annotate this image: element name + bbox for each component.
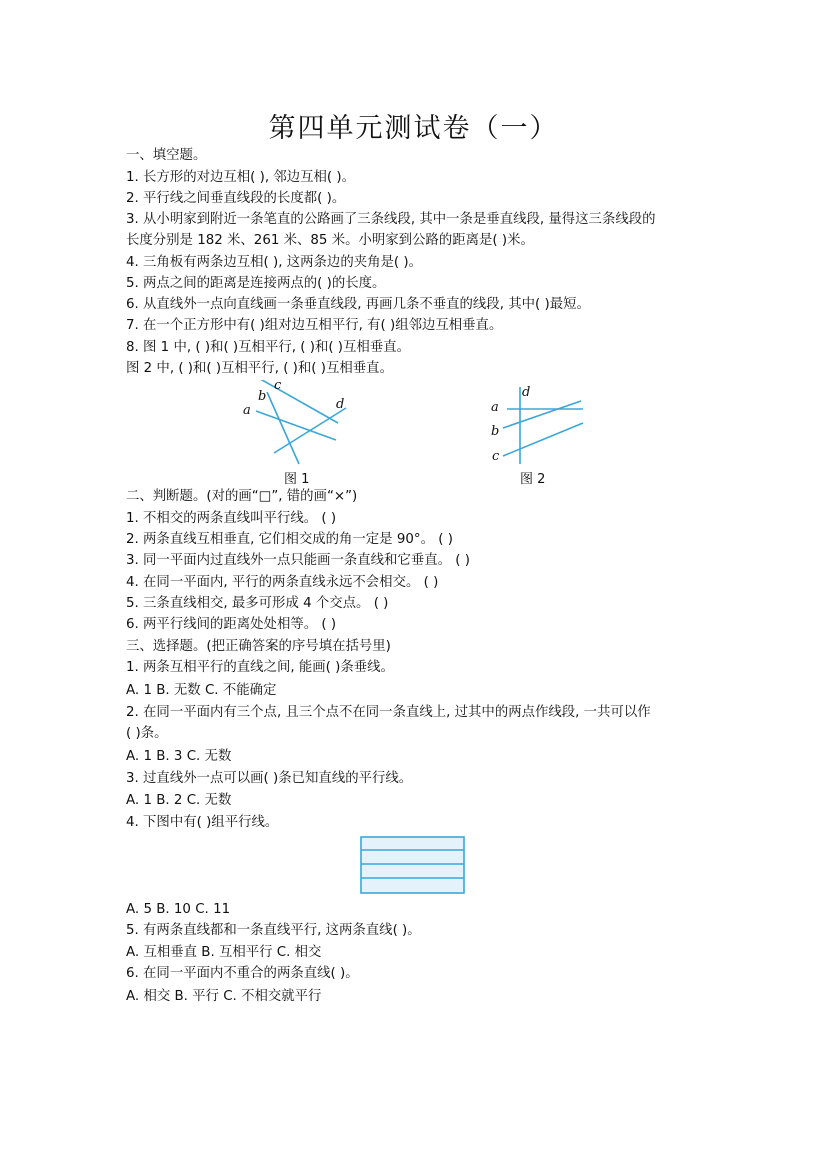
question-line: 8. 图 1 中, ( )和( )互相平行, ( )和( )互相垂直。 (126, 340, 410, 355)
question-line: 2. 平行线之间垂直线段的长度都( )。 (126, 191, 346, 206)
question-line: 4. 下图中有( )组平行线。 (126, 815, 279, 830)
line-c (255, 380, 338, 423)
question-line: 5. 三条直线相交, 最多可形成 4 个交点。 ( ) (126, 596, 389, 611)
label-b: b (258, 389, 267, 404)
question-line: 4. 三角板有两条边互相( ), 这两条边的夹角是( )。 (126, 255, 422, 270)
question-line: 长度分别是 182 米、261 米、85 米。小明家到公路的距离是( )米。 (126, 233, 534, 248)
label-c: c (274, 380, 282, 393)
option-line: A. 5 B. 10 C. 11 (126, 902, 231, 917)
question-line: 2. 两条直线互相垂直, 它们相交成的角一定是 90°。 ( ) (126, 532, 453, 547)
question-line: 5. 两点之间的距离是连接两点的( )的长度。 (126, 276, 386, 291)
label-a: a (491, 400, 499, 415)
question-line: 3. 从小明家到附近一条笔直的公路画了三条线段, 其中一条是垂直线段, 量得这三条线段的 (126, 212, 656, 227)
question-line: 1. 长方形的对边互相( ), 邻边互相( )。 (126, 170, 356, 185)
label-d: d (522, 385, 531, 400)
figure-1-diagram (236, 380, 356, 470)
option-line: A. 1 B. 2 C. 无数 (126, 793, 232, 808)
option-line: A. 1 B. 无数 C. 不能确定 (126, 683, 277, 698)
option-line: A. 相交 B. 平行 C. 不相交就平行 (126, 989, 322, 1004)
question-line: 2. 在同一平面内有三个点, 且三个点不在同一条直线上, 过其中的两点作线段, 一共可以作 (126, 705, 651, 720)
label-d: d (336, 397, 345, 412)
label-c: c (492, 449, 500, 464)
question-line: 6. 两平行线间的距离处处相等。 ( ) (126, 617, 337, 632)
question-line: 3. 过直线外一点可以画( )条已知直线的平行线。 (126, 771, 413, 786)
label-b: b (491, 424, 500, 439)
section-choice-heading: 三、选择题。(把正确答案的序号填在括号里) (126, 639, 391, 654)
question-line: 6. 从直线外一点向直线画一条垂直线段, 再画几条不垂直的线段, 其中( )最短。 (126, 297, 590, 312)
section-judge-heading: 二、判断题。(对的画“□”, 错的画“×”) (126, 489, 358, 504)
question-line: 图 2 中, ( )和( )互相平行, ( )和( )互相垂直。 (126, 361, 393, 376)
figure-2-diagram (486, 380, 596, 470)
question-line: 4. 在同一平面内, 平行的两条直线永远不会相交。 ( ) (126, 575, 439, 590)
option-line: A. 1 B. 3 C. 无数 (126, 749, 232, 764)
question-line: ( )条。 (126, 726, 168, 741)
outer-rectangle (361, 837, 464, 893)
question-line: 5. 有两条直线都和一条直线平行, 这两条直线( )。 (126, 923, 421, 938)
section-fill-heading: 一、填空题。 (126, 148, 207, 163)
parallel-lines-rectangle-figure (360, 836, 466, 895)
line-c (503, 423, 583, 456)
line-b (267, 392, 299, 464)
page-title: 第四单元测试卷（一） (268, 113, 559, 144)
label-a: a (243, 403, 251, 418)
question-line: 6. 在同一平面内不重合的两条直线( )。 (126, 966, 359, 981)
question-line: 1. 两条互相平行的直线之间, 能画( )条垂线。 (126, 660, 394, 675)
question-line: 7. 在一个正方形中有( )组对边互相平行, 有( )组邻边互相垂直。 (126, 318, 503, 333)
line-b (503, 401, 581, 428)
figure-1-caption: 图 1 (284, 472, 310, 487)
question-line: 3. 同一平面内过直线外一点只能画一条直线和它垂直。 ( ) (126, 553, 470, 568)
figure-2-caption: 图 2 (520, 472, 546, 487)
option-line: A. 互相垂直 B. 互相平行 C. 相交 (126, 945, 322, 960)
question-line: 1. 不相交的两条直线叫平行线。 ( ) (126, 511, 337, 526)
